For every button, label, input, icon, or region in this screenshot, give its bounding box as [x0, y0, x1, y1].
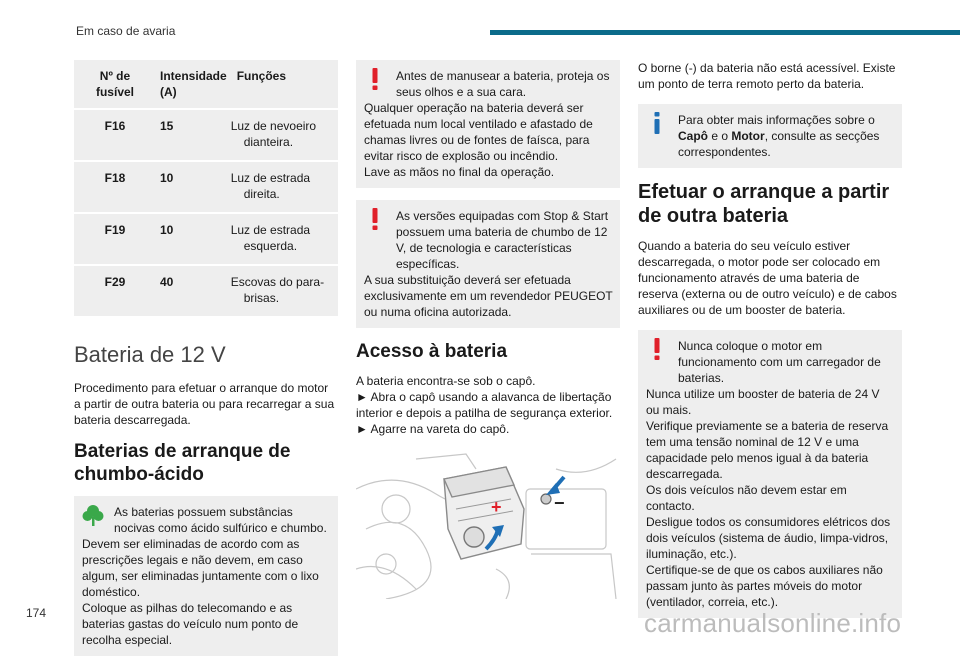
warning-box [638, 330, 902, 618]
info-text: , consulte as secções correspondentes. [678, 129, 880, 159]
warning-text: Verifique previamente se a bateria de reserva tem uma tensão nominal de 12 V e uma capacidade pelo menos igual à da bateria descarregada. [646, 419, 889, 481]
step-text: ► Agarre na vareta do capô. [356, 422, 510, 436]
recycling-leaf-icon [82, 503, 104, 527]
warning-text: Nunca utilize um booster de bateria de 24 V ou mais. [646, 387, 880, 417]
table-row [74, 213, 338, 265]
warning-text: Desligue todos os consumidores elétricos dos dois veículos (sistema de áudio, limpa-vidros, iluminação, etc.). [646, 515, 891, 561]
warning-exclamation-icon [364, 207, 386, 231]
engine-bay-illustration [356, 449, 620, 599]
column-1 [74, 60, 338, 668]
column-header: Funções [231, 60, 338, 109]
body-text: Procedimento para efetuar o arranque do motor a partir de outra bateria ou para recarregar a sua bateria descarregada. [74, 381, 335, 427]
fuse-function: Luz de nevoeiro dianteira. [231, 109, 338, 161]
table-row [74, 265, 338, 316]
fuse-amperage: 40 [154, 265, 231, 316]
eco-notice-box [74, 496, 338, 656]
positive-terminal-label: + [491, 497, 502, 517]
body-text: Quando a bateria do seu veículo estiver descarregada, o motor pode ser colocado em funcionamento através de uma bateria de reserva (externa ou de outro veículo) e de cabos auxiliares ou de um booster de bateria. [638, 239, 897, 317]
fuse-number: F16 [74, 109, 154, 161]
fuse-amperage: 15 [154, 109, 231, 161]
running-header: Em caso de avaria [76, 24, 176, 38]
subsection-title: Efetuar o arranque a partir de outra bateria [638, 181, 890, 227]
body-text: A bateria encontra-se sob o capô. [356, 374, 536, 388]
notice-first-line: As baterias possuem substâncias nocivas como ácido sulfúrico e chumbo. [114, 505, 327, 535]
watermark: carmanualsonline.info [644, 608, 902, 638]
column-header: Intensidade (A) [154, 60, 231, 109]
body-text: O borne (-) da bateria não está acessível. Existe um ponto de terra remoto perto da bateria. [638, 61, 896, 91]
fuse-number: F29 [74, 265, 154, 316]
column-3 [638, 60, 902, 630]
notice-text: Devem ser eliminadas de acordo com as prescrições legais e não devem, em caso algum, ser eliminadas juntamente com o lixo doméstico. [82, 537, 319, 599]
warning-text: Os dois veículos não devem estar em contacto. [646, 483, 847, 513]
warning-exclamation-icon [646, 337, 668, 361]
info-bold-engine: Motor [731, 129, 765, 143]
fuse-table [74, 60, 338, 316]
warning-text: Certifique-se de que os cabos auxiliares não passam junto às partes móveis do motor (ventilador, correia, etc.). [646, 563, 883, 609]
fuse-amperage: 10 [154, 161, 231, 213]
subsection-title: Acesso à bateria [356, 341, 508, 362]
warning-text: A sua substituição deverá ser efetuada exclusivamente em um revendedor PEUGEOT ou numa oficina autorizada. [364, 273, 613, 319]
fuse-number: F19 [74, 213, 154, 265]
fuse-number: F18 [74, 161, 154, 213]
info-bold-hood: Capô [678, 129, 708, 143]
step-text: ► Abra o capô usando a alavanca de libertação interior e depois a patilha de segurança exterior. [356, 390, 613, 420]
fuse-function: Luz de estrada esquerda. [231, 213, 338, 265]
warning-box [356, 200, 620, 328]
info-box [638, 104, 902, 168]
warning-text: Qualquer operação na bateria deverá ser efetuada num local ventilado e afastado de chamas livres ou de fontes de faísca, para evitar risco de explosão ou incêndio. [364, 101, 593, 163]
warning-exclamation-icon [364, 67, 386, 91]
warning-first-line: As versões equipadas com Stop & Start possuem uma bateria de chumbo de 12 V, de tecnologia e características específicas. [396, 209, 609, 271]
ground-point-label: − [554, 493, 565, 513]
fuse-function: Luz de estrada direita. [231, 161, 338, 213]
info-text: e o [708, 129, 732, 143]
fuse-amperage: 10 [154, 213, 231, 265]
section-title: Bateria de 12 V [74, 342, 226, 367]
page-number: 174 [26, 606, 47, 620]
column-2 [356, 60, 620, 599]
warning-first-line: Antes de manusear a bateria, proteja os seus olhos e a sua cara. [396, 69, 610, 99]
warning-first-line: Nunca coloque o motor em funcionamento com um carregador de baterias. [678, 339, 881, 385]
table-row [74, 161, 338, 213]
header-accent-bar [490, 30, 960, 35]
notice-text: Coloque as pilhas do telecomando e as baterias gastas do veículo num ponto de recolha especial. [82, 601, 299, 647]
warning-box [356, 60, 620, 188]
warning-text: Lave as mãos no final da operação. [364, 165, 555, 179]
table-header-row [74, 60, 338, 109]
info-icon [646, 111, 668, 135]
column-header: Nº de fusível [74, 60, 154, 109]
table-row [74, 109, 338, 161]
info-text: Para obter mais informações sobre o [678, 113, 875, 127]
fuse-function: Escovas do para-brisas. [231, 265, 338, 316]
subsection-title: Baterias de arranque de chumbo-ácido [74, 441, 291, 485]
